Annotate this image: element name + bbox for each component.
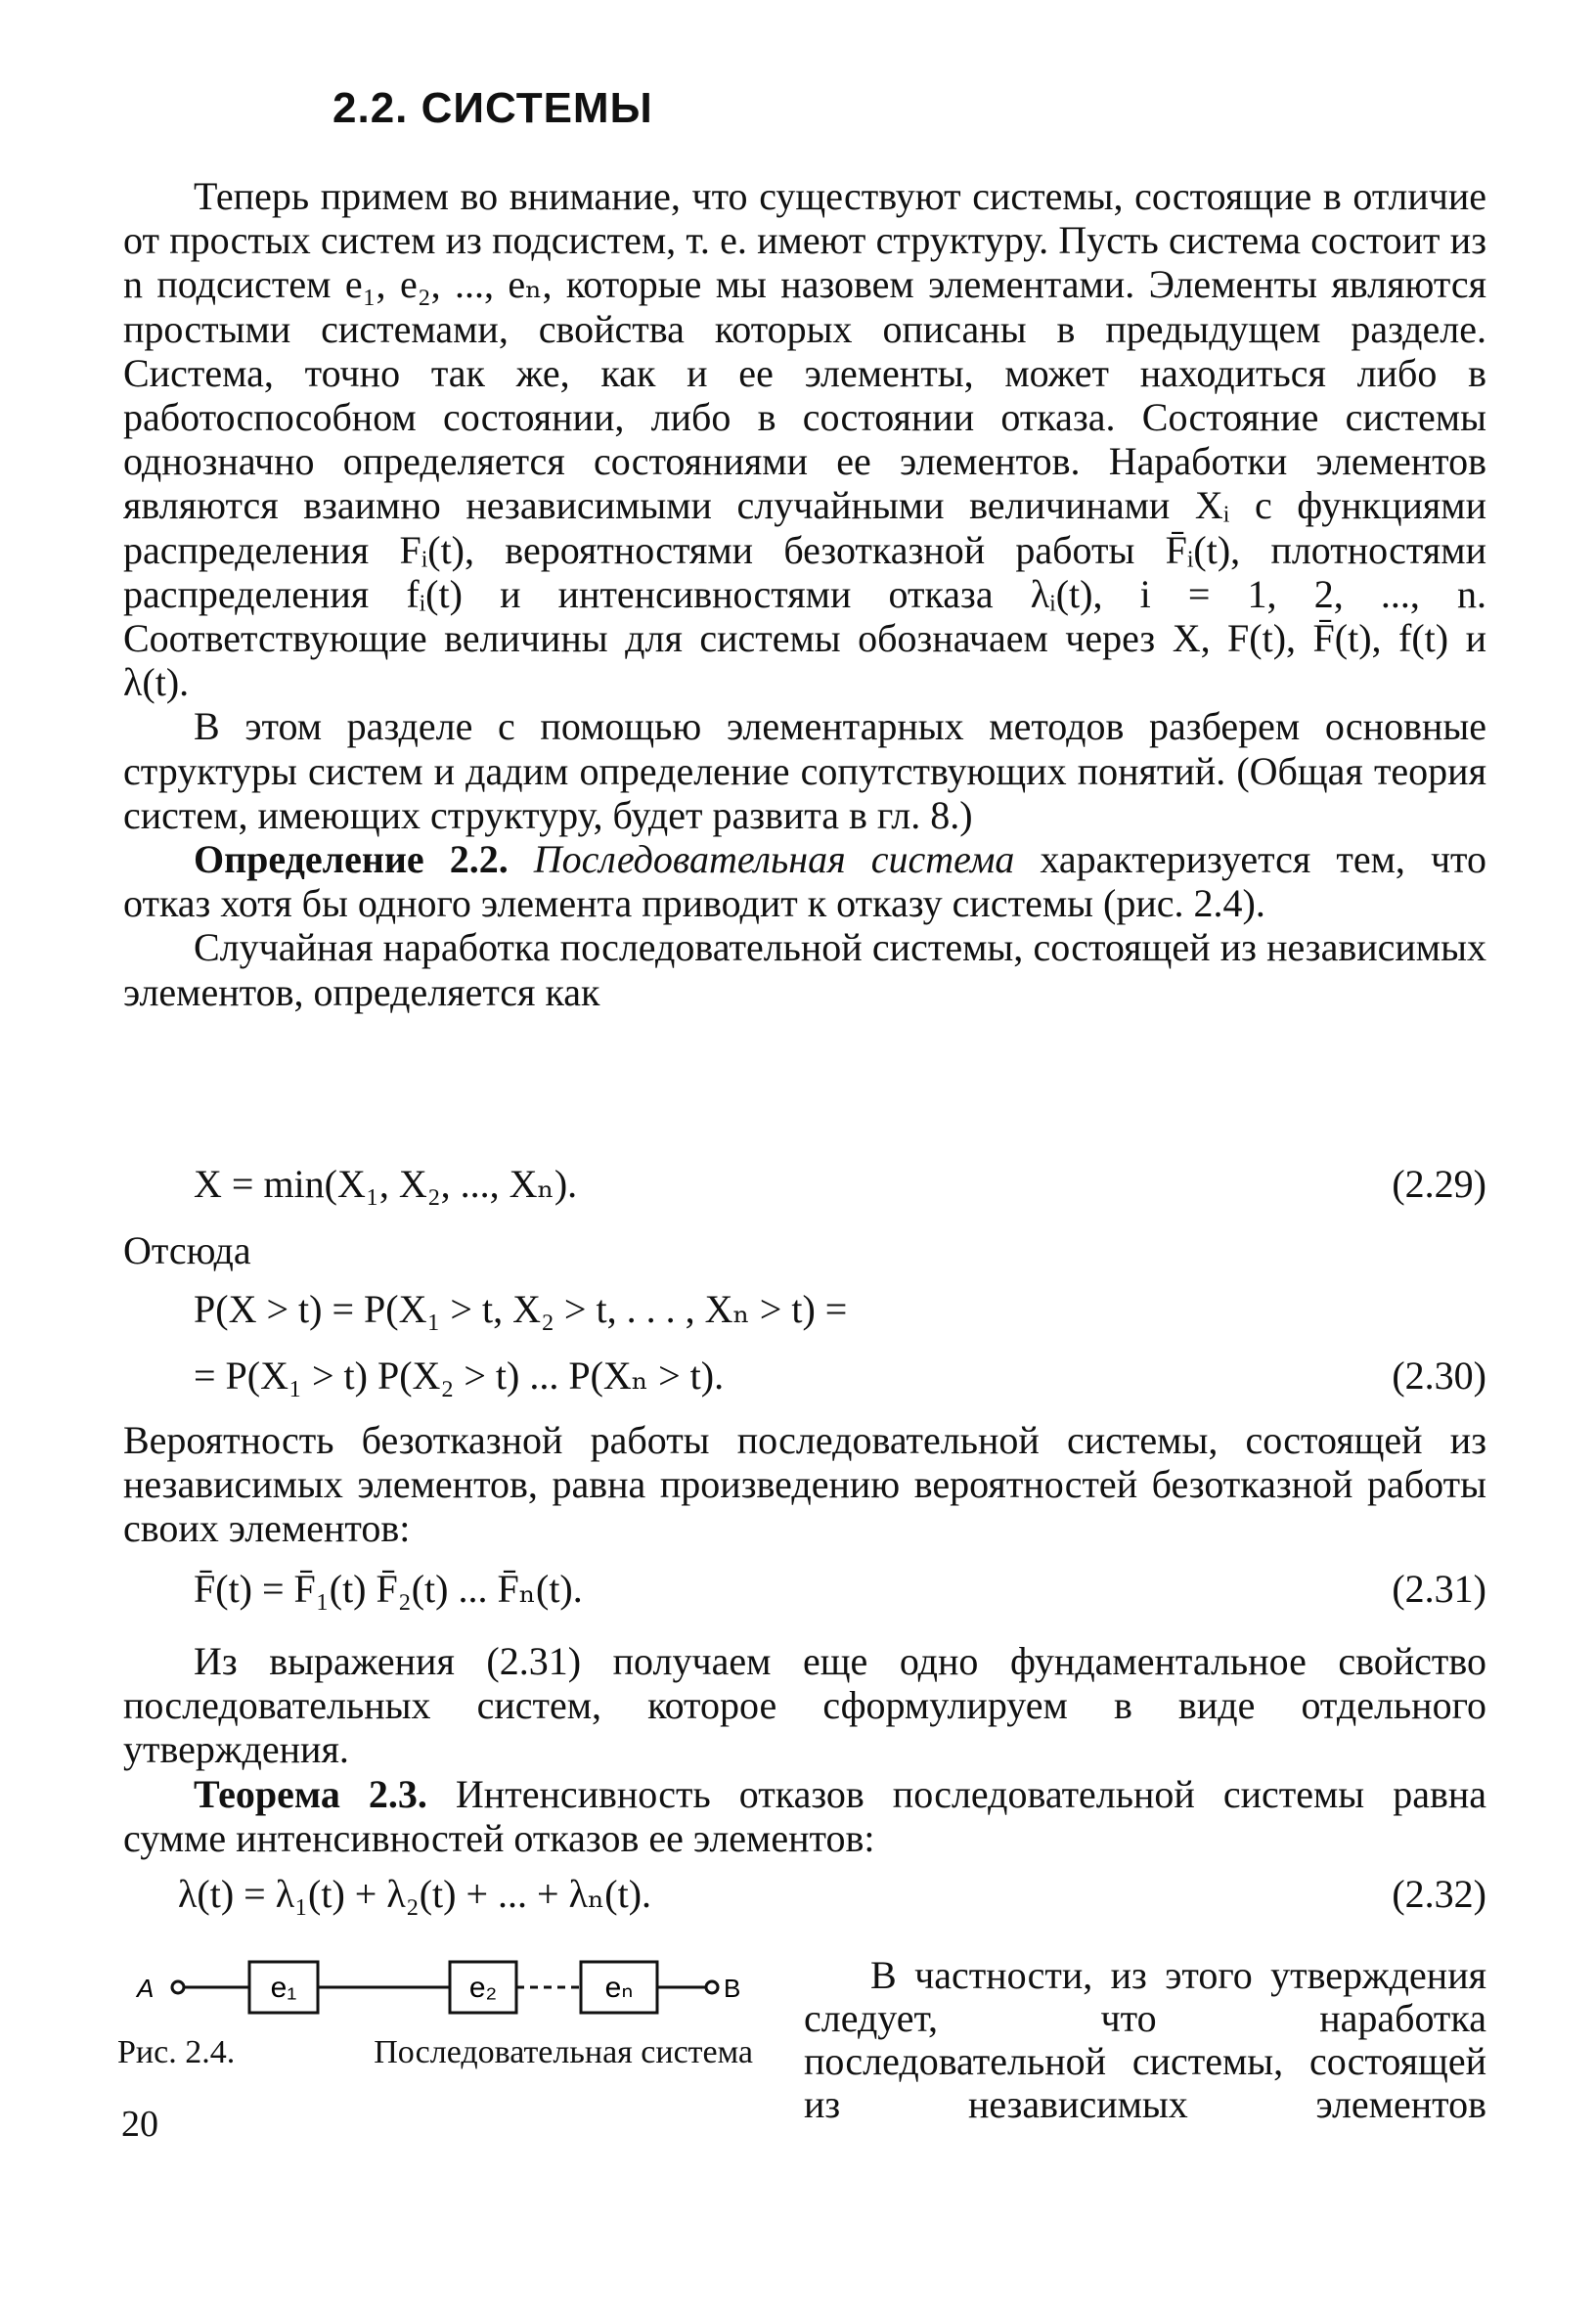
equation-2-30-line1 [123, 1287, 1486, 1332]
series-system-diagram [117, 1946, 763, 2024]
equation-2-30-line2 [123, 1354, 1486, 1399]
section-heading: 2.2. СИСТЕМЫ [332, 84, 653, 132]
theorem-paragraph [123, 1772, 1486, 1860]
equation-number: (2.31) [1392, 1567, 1486, 1611]
paragraph-intro [123, 174, 1486, 1014]
caption-label: Рис. 2.4. [117, 2034, 236, 2070]
equation-formula: P(X > t) = P(X₁ > t, X₂ > t, . . . , Xₙ > t) = [194, 1287, 848, 1331]
definition-label: Определение 2.2. [194, 837, 509, 882]
element-label-n: eₙ [604, 1972, 634, 2004]
definition-term: Последовательная система [533, 837, 1015, 882]
caption-text: Последовательная система [374, 2034, 753, 2070]
theorem-text: Интенсивность отказов последовательной системы равна сумме интенсивностей отказов ее элементов: [123, 1771, 1486, 1860]
paragraph-4: Вероятность безотказной работы последовательной системы, состоящей из независимых элементов, равна произведению вероятностей безотказной работы своих элементов: [123, 1418, 1486, 1551]
equation-2-32 [123, 1872, 1486, 1917]
paragraph-3: Случайная наработка последовательной системы, состоящей из независимых элементов, определяется как [123, 925, 1486, 1014]
node-b-label: B [724, 1974, 741, 2003]
equation-number: (2.29) [1392, 1162, 1486, 1206]
equation-number: (2.32) [1392, 1872, 1486, 1916]
hence-line [123, 1228, 1486, 1272]
figure-caption [117, 2034, 753, 2071]
element-label-1: e₁ [270, 1972, 297, 2004]
paragraph-4-block [123, 1418, 1486, 1551]
paragraph-1: Теперь примем во внимание, что существуют системы, состоящие в отличие от простых систем из подсистем, т. е. имеют структуру. Пусть система состоит из n подсистем e₁, e₂, ..., eₙ, которые мы назовем элементами. Элементы являются простыми системами, свойства которых описаны в предыдущем разделе. Система, точно так же, как и ее элементы, может находиться либо в работоспособном состоянии, либо в состоянии отказа. Состояние системы однозначно определяется состояниями ее элементов. Наработки элементов являются взаимно независимыми случайными величинами Xᵢ с функциями распределения Fᵢ(t), вероятностями безотказной работы F̄ᵢ(t), плотностями распределения fᵢ(t) и интенсивностями отказа λᵢ(t), i = 1, 2, ..., n. Соответствующие величины для системы обозначаем через X, F(t), F̄(t), f(t) и λ(t). [123, 174, 1486, 705]
paragraph-6: В частности, из этого утверждения следует, что наработка последовательной системы, состоящей из независимых элементов [804, 1953, 1486, 2126]
theorem-label: Теорема 2.3. [194, 1771, 427, 1816]
paragraph-5-block [123, 1639, 1486, 1860]
node-b-terminal [706, 1981, 718, 1993]
paragraph-6-block [804, 1954, 1486, 2126]
node-a-label: A [137, 1974, 155, 2003]
element-label-2: e₂ [468, 1972, 498, 2004]
hence-text: Отсюда [123, 1228, 251, 1272]
equation-formula: λ(t) = λ₁(t) + λ₂(t) + ... + λₙ(t). [178, 1872, 652, 1916]
equation-formula: = P(X₁ > t) P(X₂ > t) ... P(Xₙ > t). [194, 1354, 725, 1398]
equation-formula: F̄(t) = F̄₁(t) F̄₂(t) ... F̄ₙ(t). [194, 1567, 583, 1611]
paragraph-2: В этом разделе с помощью элементарных методов разберем основные структуры систем и дадим определение сопутствующих понятий. (Общая теория систем, имеющих структуру, будет развита в гл. 8.) [123, 704, 1486, 837]
equation-number: (2.30) [1392, 1354, 1486, 1398]
equation-2-29 [123, 1162, 1486, 1207]
page-number: 20 [121, 2104, 158, 2145]
equation-formula: X = min(X₁, X₂, ..., Xₙ). [194, 1162, 578, 1206]
definition-paragraph [123, 837, 1486, 925]
equation-2-31 [123, 1567, 1486, 1612]
paragraph-5: Из выражения (2.31) получаем еще одно фундаментальное свойство последовательных систем, которое сформулируем в виде отдельного утверждения. [123, 1639, 1486, 1772]
definition-text: характеризуется тем, что отказ хотя бы одного элемента приводит к отказу системы (рис. 2.4). [123, 837, 1487, 926]
node-a-terminal [172, 1981, 184, 1993]
